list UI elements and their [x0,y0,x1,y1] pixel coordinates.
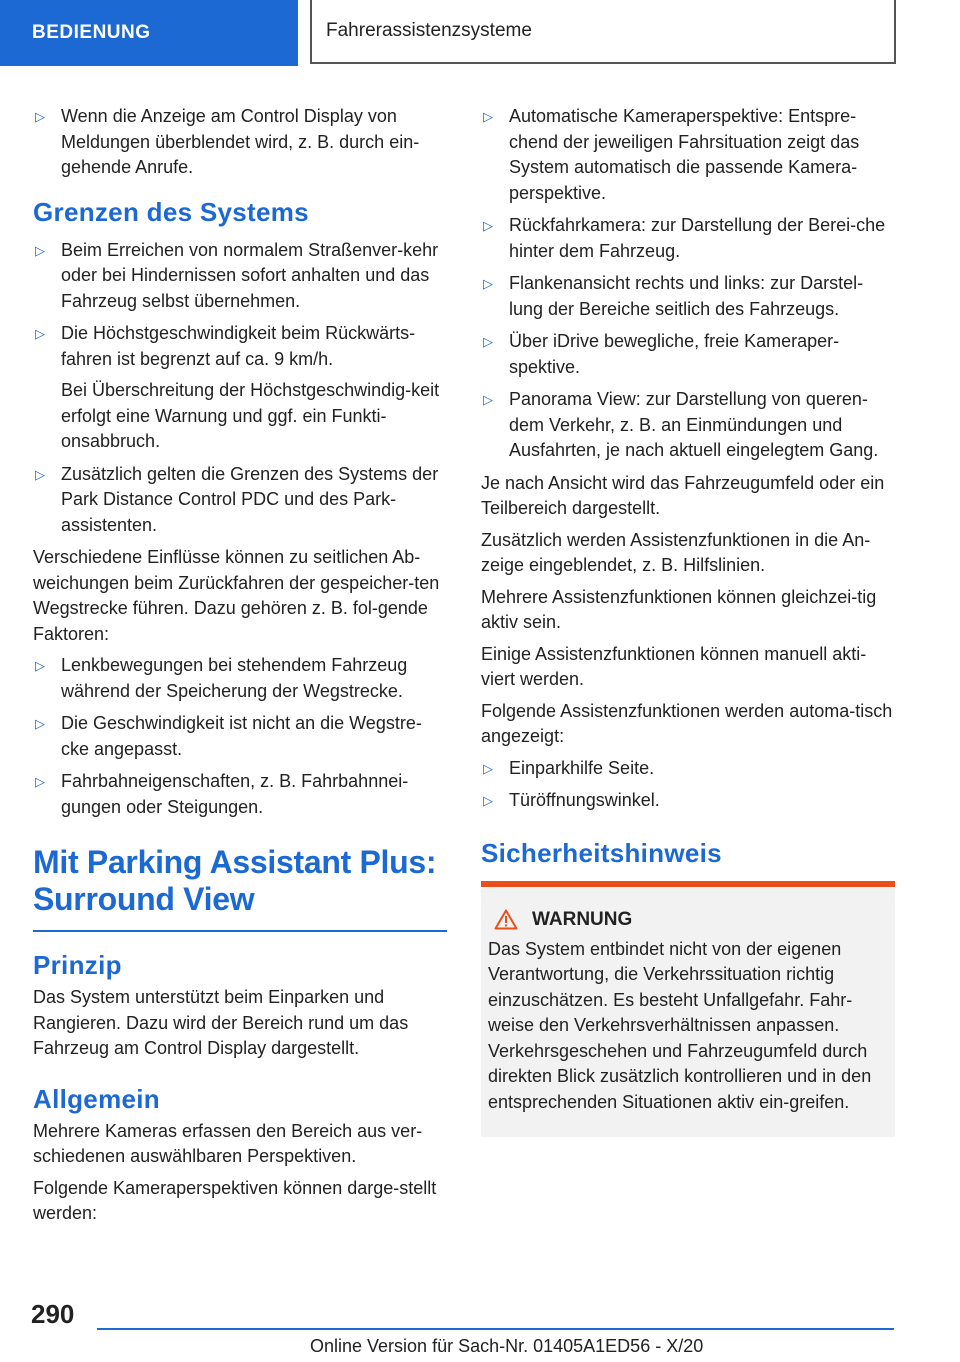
section-header [310,0,896,64]
list-item: ▷ Wenn die Anzeige am Control Display von Meldungen überblendet wird, z. B. durch ein-gehende Anrufe. [35,106,420,177]
paragraph: Mehrere Kameras erfassen den Bereich aus ver-schiedenen auswählbaren Perspektiven. [33,1120,423,1166]
triangle-bullet-icon: ▷ [483,109,493,124]
paragraph: Das System unterstützt beim Einparken und Rangieren. Dazu wird der Bereich rund um das Fahrzeug am Control Display dargestellt. [33,987,409,1058]
triangle-bullet-icon: ▷ [483,793,493,808]
warning-text: Das System entbindet nicht von der eigenen Verantwortung, die Verkehrssituation richtig einzuschätzen. Es besteht Unfallgefahr. Fahr-weise den Verkehrsverhältnissen anpassen. Verkehrsgeschehen und Fahrzeugumfeld durch direkten Blick zusätzlich kontrollieren und in den entsprechenden Situationen aktiv ein-greifen. [488,938,872,1112]
list-item: ▷ Die Geschwindigkeit ist nicht an die Wegstre-cke angepasst. [35,713,422,759]
list-item: ▷ Die Höchstgeschwindigkeit beim Rückwärts-fahren ist begrenzt auf ca. 9 km/h. Bei Überschreitung der Höchstgeschwindig-keit erfolgt eine Warnung und ggf. ein Funkti-onsabbruch. [33,321,447,455]
list-item: ▷ Flankenansicht rechts und links: zur Darstel-lung der Bereiche seitlich des Fahrzeugs. [483,273,864,319]
paragraph: Folgende Kameraperspektiven können darge-stellt werden: [33,1177,437,1223]
triangle-bullet-icon: ▷ [483,334,493,349]
triangle-bullet-icon: ▷ [35,242,45,258]
list-item: ▷ Zusätzlich gelten die Grenzen des Systems der Park Distance Control PDC und des Park-assistenten. [35,463,439,535]
footer-divider [97,1328,894,1330]
list-item: ▷ Türöffnungswinkel. [481,788,895,814]
triangle-bullet-icon: ▷ [35,716,45,731]
triangle-bullet-icon: ▷ [483,392,493,407]
paragraph: Mehrere Assistenzfunktionen können gleichzei-tig aktiv sein. [481,586,877,632]
triangle-bullet-icon: ▷ [483,276,493,291]
paragraph: Zusätzlich werden Assistenzfunktionen in die An-zeige eingeblendet, z. B. Hilfslinien. [481,529,871,575]
paragraph: Einige Assistenzfunktionen können manuell akti-viert werden. [481,643,867,689]
heading-sicherheitshinweis: Sicherheitshinweis [481,837,722,868]
list-item: ▷ Einparkhilfe Seite. [481,756,895,782]
triangle-bullet-icon: ▷ [35,109,45,124]
left-column [33,104,447,1233]
main-heading: Mit Parking Assistant Plus: Surround View [33,844,437,917]
triangle-bullet-icon: ▷ [35,466,45,482]
heading-grenzen: Grenzen des Systems [33,196,309,227]
footer-text: Online Version für Sach-Nr. 01405A1ED56 - X/20 [310,1336,704,1356]
list-item: ▷ Lenkbewegungen bei stehendem Fahrzeug während der Speicherung der Wegstrecke. [35,655,408,701]
list-item: ▷ Automatische Kameraperspektive: Entspre-chend der jeweiligen Fahrsituation zeigt das System automatisch die passende Kamera-perspektive. [483,106,860,203]
triangle-bullet-icon: ▷ [483,218,493,233]
heading-prinzip: Prinzip [33,950,122,980]
list-item: ▷ Beim Erreichen von normalem Straßenver-kehr oder bei Hindernissen sofort anhalten und das Fahrzeug selbst übernehmen. [35,239,439,311]
chapter-tab [0,0,298,66]
right-column [481,104,895,1137]
triangle-bullet-icon: ▷ [35,326,45,341]
warning-title: WARNUNG [488,909,887,931]
section-title: Fahrerassistenzsysteme [326,20,532,41]
paragraph: Je nach Ansicht wird das Fahrzeugumfeld oder ein Teilbereich dargestellt. [481,472,885,518]
list-item-note: Bei Überschreitung der Höchstgeschwindig-keit erfolgt eine Warnung und ggf. ein Funkti-onsabbruch. [61,380,440,451]
list-item: ▷ Rückfahrkamera: zur Darstellung der Berei-che hinter dem Fahrzeug. [483,215,886,261]
warning-box [481,881,895,1138]
triangle-bullet-icon: ▷ [35,774,45,789]
triangle-bullet-icon: ▷ [35,658,45,673]
triangle-bullet-icon: ▷ [483,760,493,776]
warning-triangle-icon [494,909,518,930]
list-item: ▷ Fahrbahneigenschaften, z. B. Fahrbahnnei-gungen oder Steigungen. [35,771,409,817]
list-item: ▷ Über iDrive bewegliche, freie Kameraper-spektive. [483,331,840,377]
heading-allgemein: Allgemein [33,1083,160,1114]
paragraph: Folgende Assistenzfunktionen werden automa-tisch angezeigt: [481,700,893,746]
page-number: 290 [31,1299,75,1329]
chapter-title: BEDIENUNG [32,22,151,43]
heading-divider [33,930,447,932]
paragraph: Verschiedene Einflüsse können zu seitlichen Ab-weichungen beim Zurückfahren der gespeicher-ten Wegstrecke führen. Dazu gehören z. B. fol-gende Faktoren: [33,547,440,644]
list-item: ▷ Panorama View: zur Darstellung von queren-dem Verkehr, z. B. an Einmündungen und Ausfahrten, je nach aktuell eingelegtem Gang. [483,389,879,460]
